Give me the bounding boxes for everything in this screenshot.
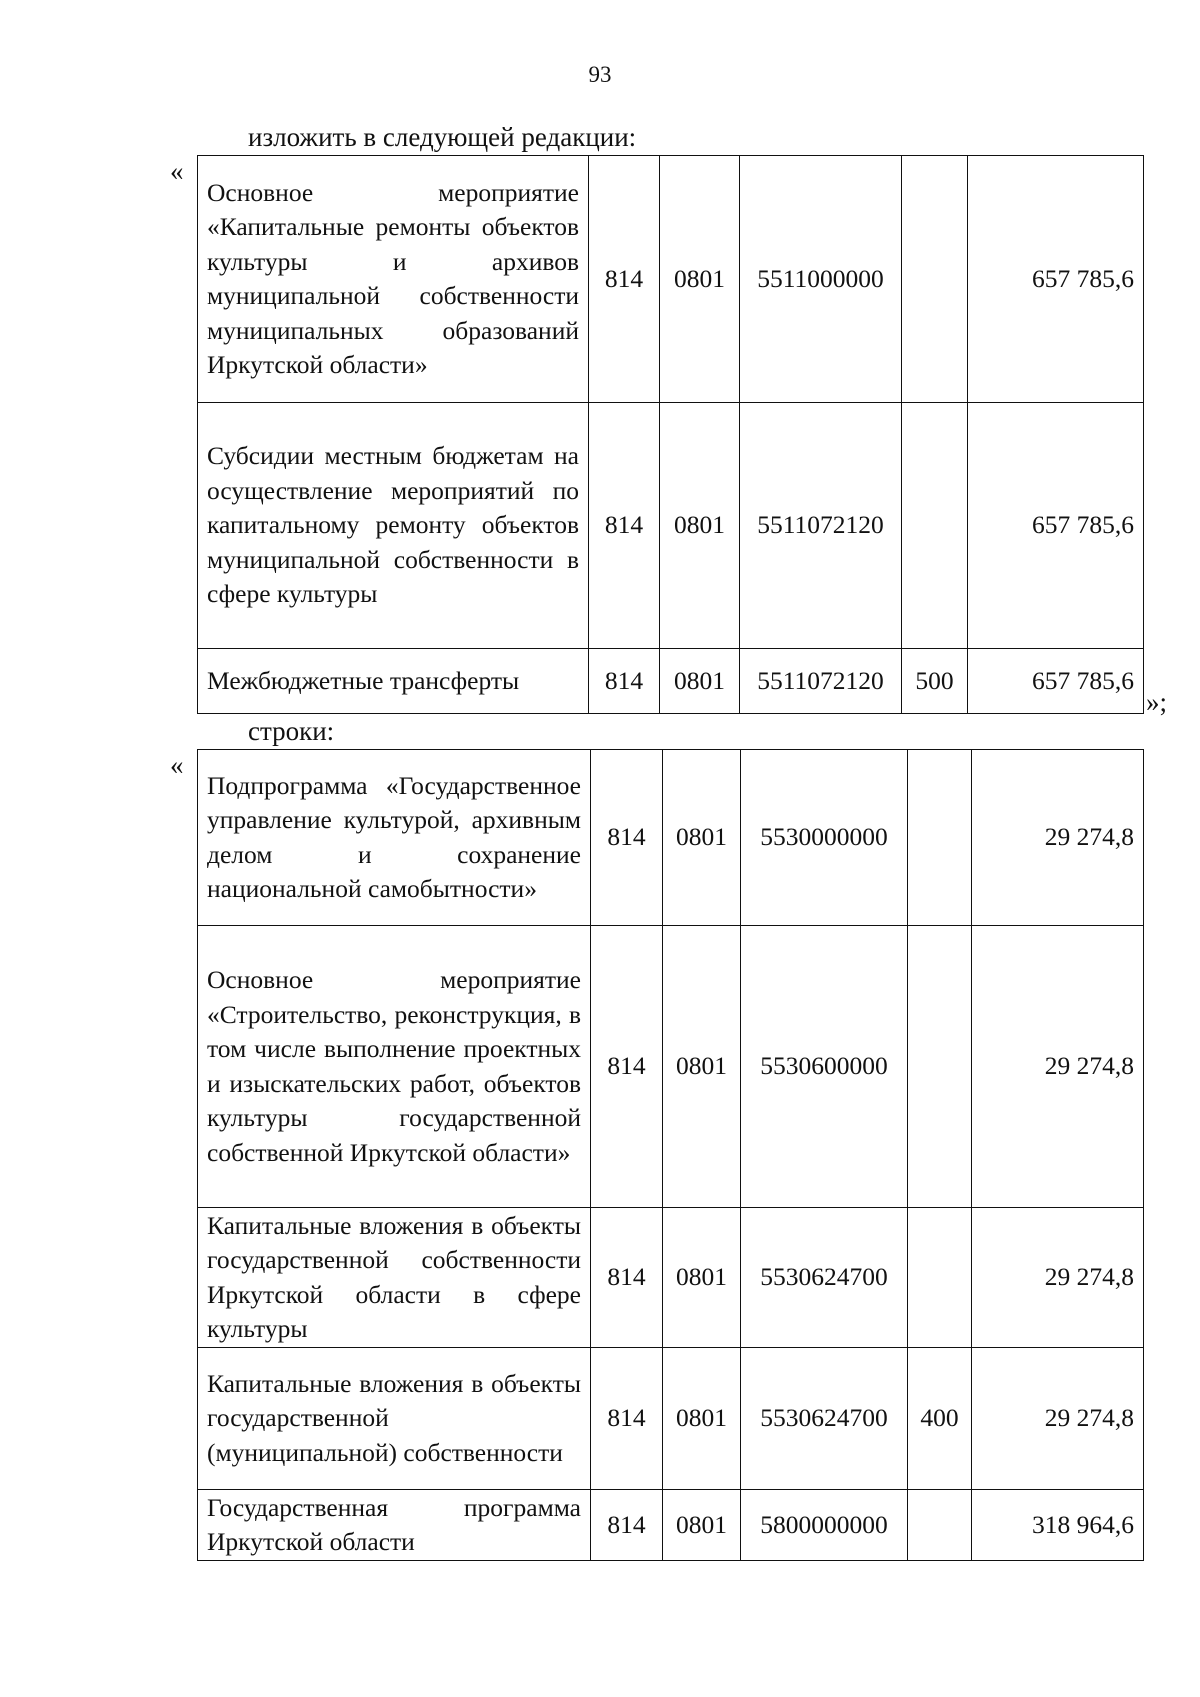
row-name: Государственная программа Иркутской области xyxy=(198,1490,591,1561)
row-name: Субсидии местным бюджетам на осуществление мероприятий по капитальному ремонту объектов муниципальной собственности в сфере культуры xyxy=(198,403,589,649)
intro-text-edition: изложить в следующей редакции: xyxy=(248,122,637,152)
amount-value: 318 964,6 xyxy=(972,1490,1144,1561)
grbs-code: 814 xyxy=(591,750,663,926)
row-name: Основное мероприятие «Капитальные ремонты объектов культуры и архивов муниципальной собственности муниципальных образований Иркутской области» xyxy=(198,156,589,403)
expense-type-code xyxy=(902,403,968,649)
expense-type-code xyxy=(908,926,972,1208)
expense-type-code xyxy=(908,1208,972,1348)
row-name: Капитальные вложения в объекты государственной (муниципальной) собственности xyxy=(198,1348,591,1490)
row-name: Основное мероприятие «Строительство, реконструкция, в том числе выполнение проектных и изыскательских работ, объектов культуры государственной собственной Иркутской области» xyxy=(198,926,591,1208)
target-code: 5530624700 xyxy=(741,1208,908,1348)
amount-value: 657 785,6 xyxy=(968,156,1144,403)
grbs-code: 814 xyxy=(589,649,660,714)
table-row xyxy=(198,156,1144,403)
target-code: 5800000000 xyxy=(741,1490,908,1561)
table-row xyxy=(198,1490,1144,1561)
expense-type-code xyxy=(908,1490,972,1561)
section-code: 0801 xyxy=(660,403,740,649)
table-row xyxy=(198,649,1144,714)
budget-table-1 xyxy=(197,155,1144,714)
intro-text-rows: строки: xyxy=(248,716,335,746)
target-code: 5530000000 xyxy=(741,750,908,926)
row-name: Капитальные вложения в объекты государственной собственности Иркутской области в сфере культуры xyxy=(198,1208,591,1348)
opening-quote-1: « xyxy=(170,156,184,186)
section-code: 0801 xyxy=(660,156,740,403)
budget-table-2 xyxy=(197,749,1144,1561)
grbs-code: 814 xyxy=(591,926,663,1208)
table-row xyxy=(198,1348,1144,1490)
amount-value: 29 274,8 xyxy=(972,750,1144,926)
amount-value: 657 785,6 xyxy=(968,403,1144,649)
expense-type-code xyxy=(908,750,972,926)
table-row xyxy=(198,926,1144,1208)
amount-value: 29 274,8 xyxy=(972,1348,1144,1490)
row-name: Межбюджетные трансферты xyxy=(198,649,589,714)
expense-type-code xyxy=(902,156,968,403)
grbs-code: 814 xyxy=(591,1348,663,1490)
grbs-code: 814 xyxy=(589,156,660,403)
table-row xyxy=(198,403,1144,649)
closing-quote: »; xyxy=(1146,687,1168,717)
amount-value: 29 274,8 xyxy=(972,1208,1144,1348)
table-row xyxy=(198,1208,1144,1348)
target-code: 5511072120 xyxy=(740,649,902,714)
amount-value: 29 274,8 xyxy=(972,926,1144,1208)
expense-type-code: 400 xyxy=(908,1348,972,1490)
section-code: 0801 xyxy=(663,926,741,1208)
row-name: Подпрограмма «Государственное управление культурой, архивным делом и сохранение национальной самобытности» xyxy=(198,750,591,926)
section-code: 0801 xyxy=(663,1208,741,1348)
target-code: 5530624700 xyxy=(741,1348,908,1490)
section-code: 0801 xyxy=(660,649,740,714)
target-code: 5530600000 xyxy=(741,926,908,1208)
section-code: 0801 xyxy=(663,1490,741,1561)
target-code: 5511000000 xyxy=(740,156,902,403)
table-row xyxy=(198,750,1144,926)
grbs-code: 814 xyxy=(591,1490,663,1561)
grbs-code: 814 xyxy=(589,403,660,649)
expense-type-code: 500 xyxy=(902,649,968,714)
target-code: 5511072120 xyxy=(740,403,902,649)
grbs-code: 814 xyxy=(591,1208,663,1348)
amount-value: 657 785,6 xyxy=(968,649,1144,714)
section-code: 0801 xyxy=(663,1348,741,1490)
section-code: 0801 xyxy=(663,750,741,926)
page-number: 93 xyxy=(588,62,612,87)
opening-quote-2: « xyxy=(170,750,184,780)
